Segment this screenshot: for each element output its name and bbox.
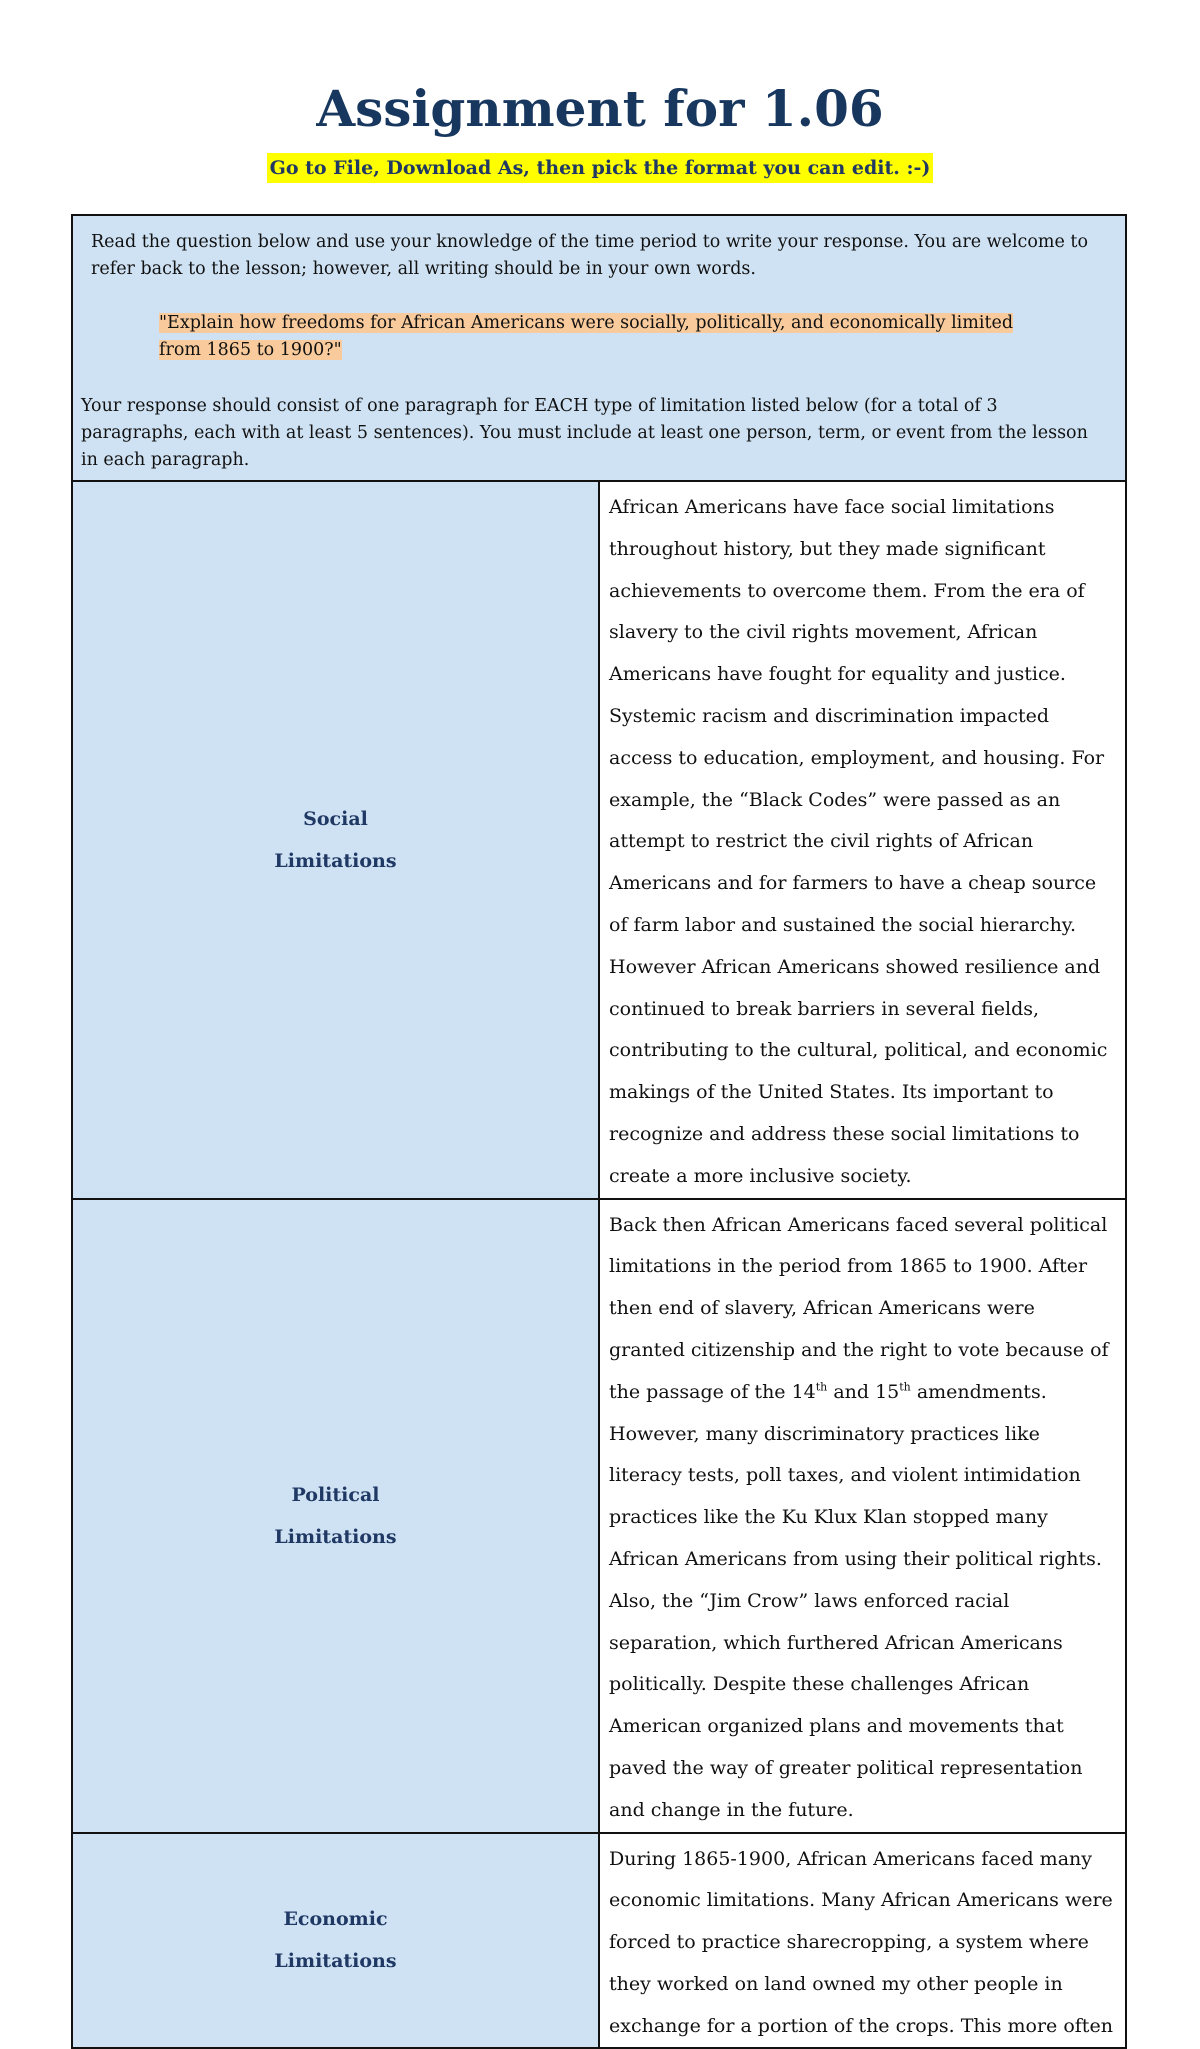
essay-question: "Explain how freedoms for African Americans were socially, politically, and economically limited from 1865 to 1900?"	[159, 313, 1014, 360]
assignment-table	[71, 214, 1127, 2049]
economic-label-line2: Limitations	[274, 1950, 397, 1973]
political-label-line2: Limitations	[274, 1525, 397, 1548]
social-limitations-row	[72, 481, 1126, 1199]
political-answer-cell[interactable]	[599, 1199, 1126, 1833]
instructions-cell	[72, 215, 1126, 481]
instructions-row	[72, 215, 1126, 481]
superscript-th-1: th	[815, 1380, 828, 1394]
economic-label-line1: Economic	[283, 1908, 388, 1931]
social-label-line1: Social	[303, 807, 368, 830]
political-limitations-row	[72, 1199, 1126, 1833]
social-limitations-label	[72, 481, 599, 1199]
political-answer-text	[600, 1205, 1125, 1832]
economic-answer-cell[interactable]	[599, 1833, 1126, 2049]
social-answer-text: African Americans have face social limitations throughout history, but they made significant achievements to overcome them. From the era of slavery to the civil rights movement, African Americans have fought for equality and justice. Systemic racism and discrimination impacted access to education, employment, and housing. For example, the “Black Codes” were passed as an attempt to restrict the civil rights of African Americans and for farmers to have a cheap source of farm labor and sustained the social hierarchy. However African Americans showed resilience and continued to break barriers in several fields, contributing to the cultural, political, and economic makings of the United States. Its important to recognize and address these social limitations to create a more inclusive society.	[609, 496, 1108, 1187]
instructions-intro: Read the question below and use your knowledge of the time period to write your response. You are welcome to refer back to the lesson; however, all writing should be in your own words.	[91, 232, 1088, 279]
superscript-th-2: th	[899, 1380, 911, 1394]
political-answer-part1: Back then African Americans faced several political limitations in the period from 1865 to 1900. After then end of slavery, African Americans were granted citizenship and the right to vote because of the passage of the 14	[609, 1213, 1109, 1403]
political-limitations-label	[72, 1199, 599, 1833]
subtitle-container	[0, 153, 1200, 183]
question-container	[159, 310, 1059, 364]
economic-limitations-label	[72, 1833, 599, 2049]
social-answer-cell[interactable]	[599, 481, 1126, 1199]
political-answer-part2: and 15	[827, 1380, 900, 1403]
economic-limitations-row	[72, 1833, 1126, 2049]
political-label-line1: Political	[291, 1483, 380, 1506]
download-instructions: Go to File, Download As, then pick the format you can edit. :-)	[267, 153, 934, 183]
economic-answer-text: During 1865-1900, African Americans faced many economic limitations. Many African Americans were forced to practice sharecropping, a system where they worked on land owned my other people in exchange for a portion of the crops. This more often	[609, 1847, 1113, 2037]
social-label-line2: Limitations	[274, 849, 397, 872]
political-answer-part3: amendments. However, many discriminatory practices like literacy tests, poll taxes, and violent intimidation practices like the Ku Klux Klan stopped many African Americans from using their political rights. Also, the “Jim Crow” laws enforced racial separation, which furthered African Americans politically. Despite these challenges African American organized plans and movements that paved the way of greater political representation and change in the future.	[609, 1380, 1102, 1821]
page-title: Assignment for 1.06	[316, 79, 884, 138]
instructions-requirements: Your response should consist of one paragraph for EACH type of limitation listed below (for a total of 3 paragraphs, each with at least 5 sentences). You must include at least one person, term, or event from the lesson in each paragraph.	[81, 396, 1088, 470]
